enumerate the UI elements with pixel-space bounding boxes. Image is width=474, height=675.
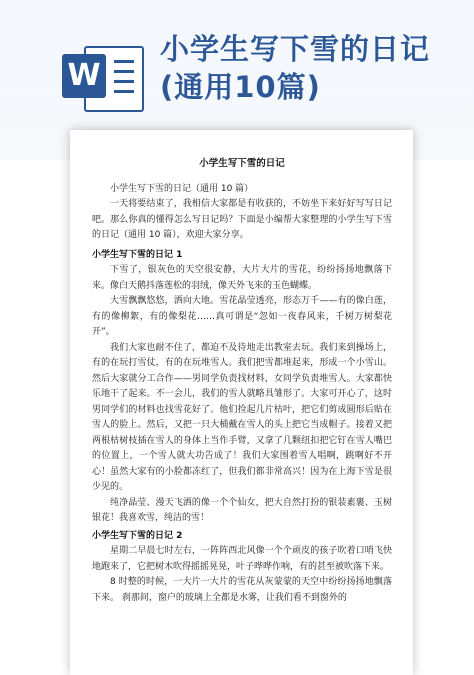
paragraph: 我们大家也耐不住了，都迫不及待地走出教室去玩。我们来到操场上，有的在玩打雪仗，有的在玩堆雪人。我们把雪都堆起来，形成一个小雪山。然后大家就分工合作——男同学负责找材料，女同学负责堆雪人。大家都快乐地干了起来。不一会儿，我们的雪人就略具雏形了。大家可开心了，这时男同学们的材料也找雪花好了。他们捡起几片枯叶，把它们剪成圆形后贴在雪人的脸上。然后，又把一只大桶戴在雪人的头上把它当成帽子。接着又把两根枯树枝插在雪人的身体上当作手臂，又拿了几颗纽扣把它钉在雪人嘴巴的位置上，一个雪人就大功告成了！我们大家围着雪人唱啊，跳啊好不开心！虽然大家有的小脸都冻红了，但我们都非常高兴！因为在上海下雪是很少见的。 xyxy=(92,342,392,492)
document-title: 小学生写下雪的日记 xyxy=(199,158,285,169)
word-document-icon xyxy=(62,42,142,112)
paragraph: 星期二早晨七时左右，一阵阵西北风像一个个顽皮的孩子吹着口哨飞快地跑来了，它把树木吹得摇摇晃晃，叶子哗哗作响，有的甚至被吹落下来。 xyxy=(92,546,392,572)
paragraph: 8 时整的时候，一大片一大片的雪花从灰蒙蒙的天空中纷纷扬扬地飘落下来。 刹那间，窗户的玻璃上全都是水雾，让我们看不到窗外的 xyxy=(92,577,392,603)
document-page xyxy=(70,130,413,675)
document-subtitle: 小学生写下雪的日记（通用 10 篇） xyxy=(110,183,254,194)
intro-paragraph: 一天将要结束了，我相信大家都是有收获的，不妨坐下来好好写写日记吧。那么你真的懂得怎么写日记吗？下面是小编帮大家整理的小学生写下雪的日记（通用 10 篇），欢迎大家分享。 xyxy=(92,199,392,240)
section-heading: 小学生写下雪的日记 2 xyxy=(92,530,183,541)
banner-title: 小学生写下雪的日记(通用10篇) xyxy=(160,32,431,104)
paragraph: 纯净晶莹、漫天飞洒的像一个个仙女，把大自然打扮的银装素裹、玉树银花！我喜欢雪，纯洁的雪！ xyxy=(92,497,392,523)
section-heading: 小学生写下雪的日记 1 xyxy=(92,249,183,260)
paragraph: 下雪了，银灰色的天空很安静，大片大片的雪花，纷纷扬扬地飘落下来。像白天鹅抖落莲松的羽绒，像天外飞来的玉色蝴蝶。 xyxy=(92,265,392,291)
word-logo-letter: W xyxy=(62,54,106,98)
paragraph: 大雪飘飘悠悠，洒向大地。雪花晶莹透亮，形态万千——有的像白莲，有的像柳絮，有的像梨花……真可谓是“忽如一夜春风来，千树万树梨花开”。 xyxy=(92,296,392,337)
document-body xyxy=(92,156,392,606)
